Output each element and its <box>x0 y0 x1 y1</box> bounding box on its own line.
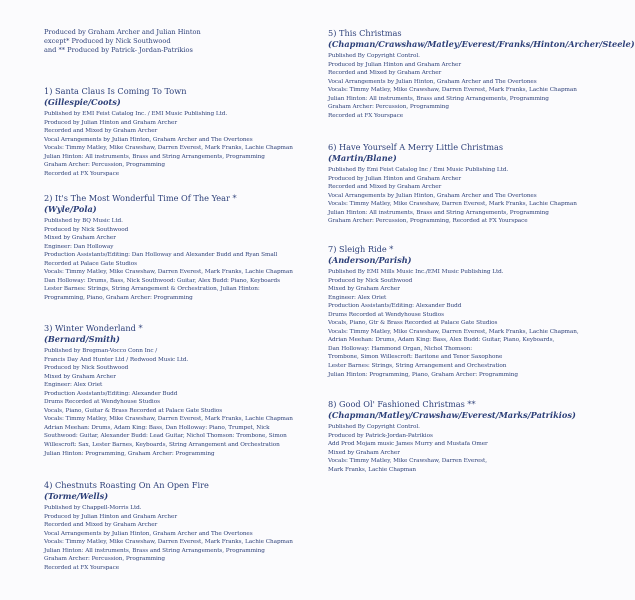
credit-line: Vocals: Timmy Matley, Mike Crawshaw, Darren Everest, Mark Franks, Lachie Chapman <box>44 145 293 152</box>
credit-line: Recorded at FX Yourspace <box>44 564 120 571</box>
credit-line: Vocals, Piano, Guitar & Brass Recorded at Palace Gate Studios <box>44 407 223 414</box>
track-title: 7) Sleigh Ride * <box>328 244 394 254</box>
credit-line: Willescroft: Sax, Lester Barnes, Keyboards, String Arrangement and Orchestration <box>44 442 280 449</box>
credit-line: Published By EMI Mills Music Inc./EMI Music Publishing Ltd. <box>328 269 504 275</box>
track-writers: (Wyle/Pola) <box>44 204 97 214</box>
credit-line: Julian Hinton: All instruments, Brass and String Arrangements, Programming <box>328 209 549 216</box>
credit-line: Southwood: Guitar, Alexander Budd: Lead Guitar, Nichol Thomson: Trombone, Simon <box>44 433 287 440</box>
track-6 <box>328 142 577 226</box>
credit-line: Engineer: Dan Holloway <box>44 243 114 250</box>
credit-line: Adrian Meehan: Drums, Adam King: Bass, Alex Budd: Guitar, Piano, Keyboards, <box>328 337 555 344</box>
credit-line: Mixed by Graham Archer <box>44 373 116 380</box>
credit-line: Produced by Patrick-Jordan-Patrikios <box>328 432 433 439</box>
track-1 <box>44 86 293 178</box>
credit-line: Mixed by Graham Archer <box>44 235 116 242</box>
credit-line: Programming, Piano, Graham Archer: Programming <box>44 294 193 301</box>
credit-line: Drums Recorded at Wendyhouse Studios <box>44 399 160 406</box>
credit-line: Julian Hinton: Programming, Graham Archer: Programming <box>44 450 215 457</box>
credit-line: Produced by Nick Southwood <box>328 277 413 284</box>
credit-line: Adrian Meehan: Drums, Adam King: Bass, Dan Holloway: Piano, Trumpet, Nick <box>44 424 270 431</box>
credit-line: Vocals, Piano, Gtr & Brass Recorded at Palace Gate Studios <box>328 320 498 327</box>
credit-line: Vocals: Timmy Matley, Mike Crawshaw, Darren Everest, Mark Franks, Lachie Chapman <box>328 201 577 208</box>
intro-line: and ** Produced by Patrick- Jordan-Patrikios <box>44 46 193 54</box>
track-5 <box>328 28 635 120</box>
track-title: 2) It's The Most Wonderful Time Of The Year * <box>44 193 237 203</box>
credit-line: Vocals: Timmy Matley, Mike Crawshaw, Darren Everest, Mark Franks, Lachie Chapman, <box>328 328 579 335</box>
track-title: 3) Winter Wonderland * <box>44 323 143 333</box>
credit-line: Vocals: Timmy Matley, Mike Crawshaw, Darren Everest, Mark Franks, Lachie Chapman <box>328 87 577 94</box>
track-title: 6) Have Yourself A Merry Little Christmas <box>328 142 504 152</box>
track-2 <box>44 193 293 302</box>
track-writers: (Gillespie/Coots) <box>44 97 121 107</box>
credit-line: Julian Hinton: Programming, Piano, Graham Archer: Programming <box>328 371 518 378</box>
track-writers: (Bernard/Smith) <box>44 334 120 344</box>
credit-line: Graham Archer: Percussion, Programming <box>44 556 165 563</box>
track-title: 4) Chestnuts Roasting On An Open Fire <box>44 480 209 490</box>
production-intro <box>44 28 294 55</box>
credit-line: Recorded at FX Yourspace <box>44 170 120 177</box>
credit-line: Published by BQ Music Ltd. <box>44 218 123 224</box>
credit-line: Produced by Nick Southwood <box>44 365 129 372</box>
credit-line: Vocal Arrangements by Julian Hinton, Graham Archer and The Overtones <box>44 136 253 143</box>
track-8 <box>328 399 576 474</box>
credit-line: Produced by Julian Hinton and Graham Archer <box>44 119 178 126</box>
credit-line: Production Assistants/Editing: Alexander Budd <box>44 390 178 397</box>
credit-line: Julian Hinton: All instruments, Brass and String Arrangements, Programming <box>44 547 265 554</box>
credit-line: Vocal Arrangements by Julian Hinton, Graham Archer and The Overtones <box>328 78 537 85</box>
credit-line: Julian Hinton: All instruments, Brass and String Arrangements, Programming <box>44 153 265 160</box>
credit-line: Engineer: Alex Oriet <box>328 294 387 301</box>
credit-line: Trombone, Simon Willescroft: Baritone and Tenor Saxophone <box>328 354 503 361</box>
credit-line: Recorded at Palace Gate Studios <box>44 260 137 267</box>
track-title: 1) Santa Claus Is Coming To Town <box>44 86 187 96</box>
track-3 <box>44 323 293 458</box>
credit-line: Vocals: Timmy Matley, Mike Crawshaw, Darren Everest, <box>328 458 488 465</box>
credit-line: Published By Copyright Control. <box>328 424 420 430</box>
credit-line: Lester Barnes: Strings, String Arrangement & Orchestration, Julian Hinton: <box>44 286 260 293</box>
track-writers: (Torme/Wells) <box>44 491 109 501</box>
credit-line: Published by Bregman-Vocco Conn Inc / <box>44 348 158 354</box>
track-title: 5) This Christmas <box>328 28 402 38</box>
credit-line: Mixed by Graham Archer <box>328 449 400 456</box>
credit-line: Mark Franks, Lachie Chapman <box>328 466 417 473</box>
credit-line: Graham Archer: Percussion, Programming <box>44 162 165 169</box>
credit-line: Produced by Julian Hinton and Graham Archer <box>328 61 462 68</box>
track-title: 8) Good Ol' Fashioned Christmas ** <box>328 399 476 409</box>
credit-line: Production Assistants/Editing: Alexander Budd <box>328 303 462 310</box>
credit-line: Lester Barnes: Strings, String Arrangement and Orchestration <box>328 363 507 370</box>
credit-line: Vocals: Timmy Matley, Mike Crawshaw, Darren Everest, Mark Franks, Lachie Chapman <box>44 416 293 423</box>
credit-line: Francis Day And Hunter Ltd / Redwood Music Ltd. <box>44 356 189 363</box>
credit-line: Production Assistants/Editing: Dan Holloway and Alexander Budd and Ryan Small <box>44 252 278 259</box>
credit-line: Recorded at FX Yourspace <box>328 112 404 119</box>
track-7 <box>328 244 579 379</box>
credit-line: Graham Archer: Percussion, Programming <box>328 104 449 111</box>
credit-line: Recorded and Mixed by Graham Archer <box>328 184 442 191</box>
track-writers: (Anderson/Parish) <box>328 255 412 265</box>
credit-line: Vocal Arrangements by Julian Hinton, Graham Archer and The Overtones <box>44 530 253 537</box>
credit-line: Graham Archer: Percussion, Programming, Recorded at FX Yourspace <box>328 218 528 225</box>
credit-line: Drums Recorded at Wendyhouse Studios <box>328 311 444 318</box>
credit-line: Published By Emi Feist Catalog Inc / Emi Music Publishing Ltd. <box>328 167 509 173</box>
credit-line: Produced by Julian Hinton and Graham Archer <box>44 513 178 520</box>
credit-line: Vocals: Timmy Matley, Mike Crawshaw, Darren Everest, Mark Franks, Lachie Chapman <box>44 539 293 546</box>
credit-line: Published By Copyright Control. <box>328 53 420 59</box>
credit-line: Produced by Julian Hinton and Graham Archer <box>328 175 462 182</box>
credit-line: Mixed by Graham Archer <box>328 286 400 293</box>
intro-line: except* Produced by Nick Southwood <box>44 37 171 45</box>
track-4 <box>44 480 293 572</box>
credit-line: Vocal Arrangements by Julian Hinton, Graham Archer and The Overtones <box>328 192 537 199</box>
credit-line: Recorded and Mixed by Graham Archer <box>44 128 158 135</box>
track-writers: (Chapman/Crawshaw/Matley/Everest/Franks/Hinton/Archer/Steele) <box>328 39 635 49</box>
credit-line: Dan Holloway: Drums, Bass, Nick Southwood: Guitar, Alex Budd: Piano, Keyboards <box>44 277 281 284</box>
credit-line: Published by Chappell-Morris Ltd. <box>44 505 142 511</box>
credit-line: Published by EMI Feist Catalog Inc. / EMI Music Publishing Ltd. <box>44 111 228 117</box>
credit-line: Add Prod Mojam music James Murry and Mustafa Omer <box>328 441 488 448</box>
credit-line: Produced by Nick Southwood <box>44 226 129 233</box>
track-writers: (Martin/Blane) <box>328 153 397 163</box>
credit-line: Dan Holloway: Hammond Organ, Nichol Thomson: <box>328 345 473 352</box>
credit-line: Recorded and Mixed by Graham Archer <box>44 522 158 529</box>
intro-line: Produced by Graham Archer and Julian Hinton <box>44 28 201 36</box>
credit-line: Recorded and Mixed by Graham Archer <box>328 70 442 77</box>
credit-line: Vocals: Timmy Matley, Mike Crawshaw, Darren Everest, Mark Franks, Lachie Chapman <box>44 269 293 276</box>
credit-line: Julian Hinton: All instruments, Brass and String Arrangements, Programming <box>328 95 549 102</box>
track-writers: (Chapman/Matley/Crawshaw/Everest/Marks/Patrikios) <box>328 410 576 420</box>
credit-line: Engineer: Alex Oriet <box>44 382 103 389</box>
